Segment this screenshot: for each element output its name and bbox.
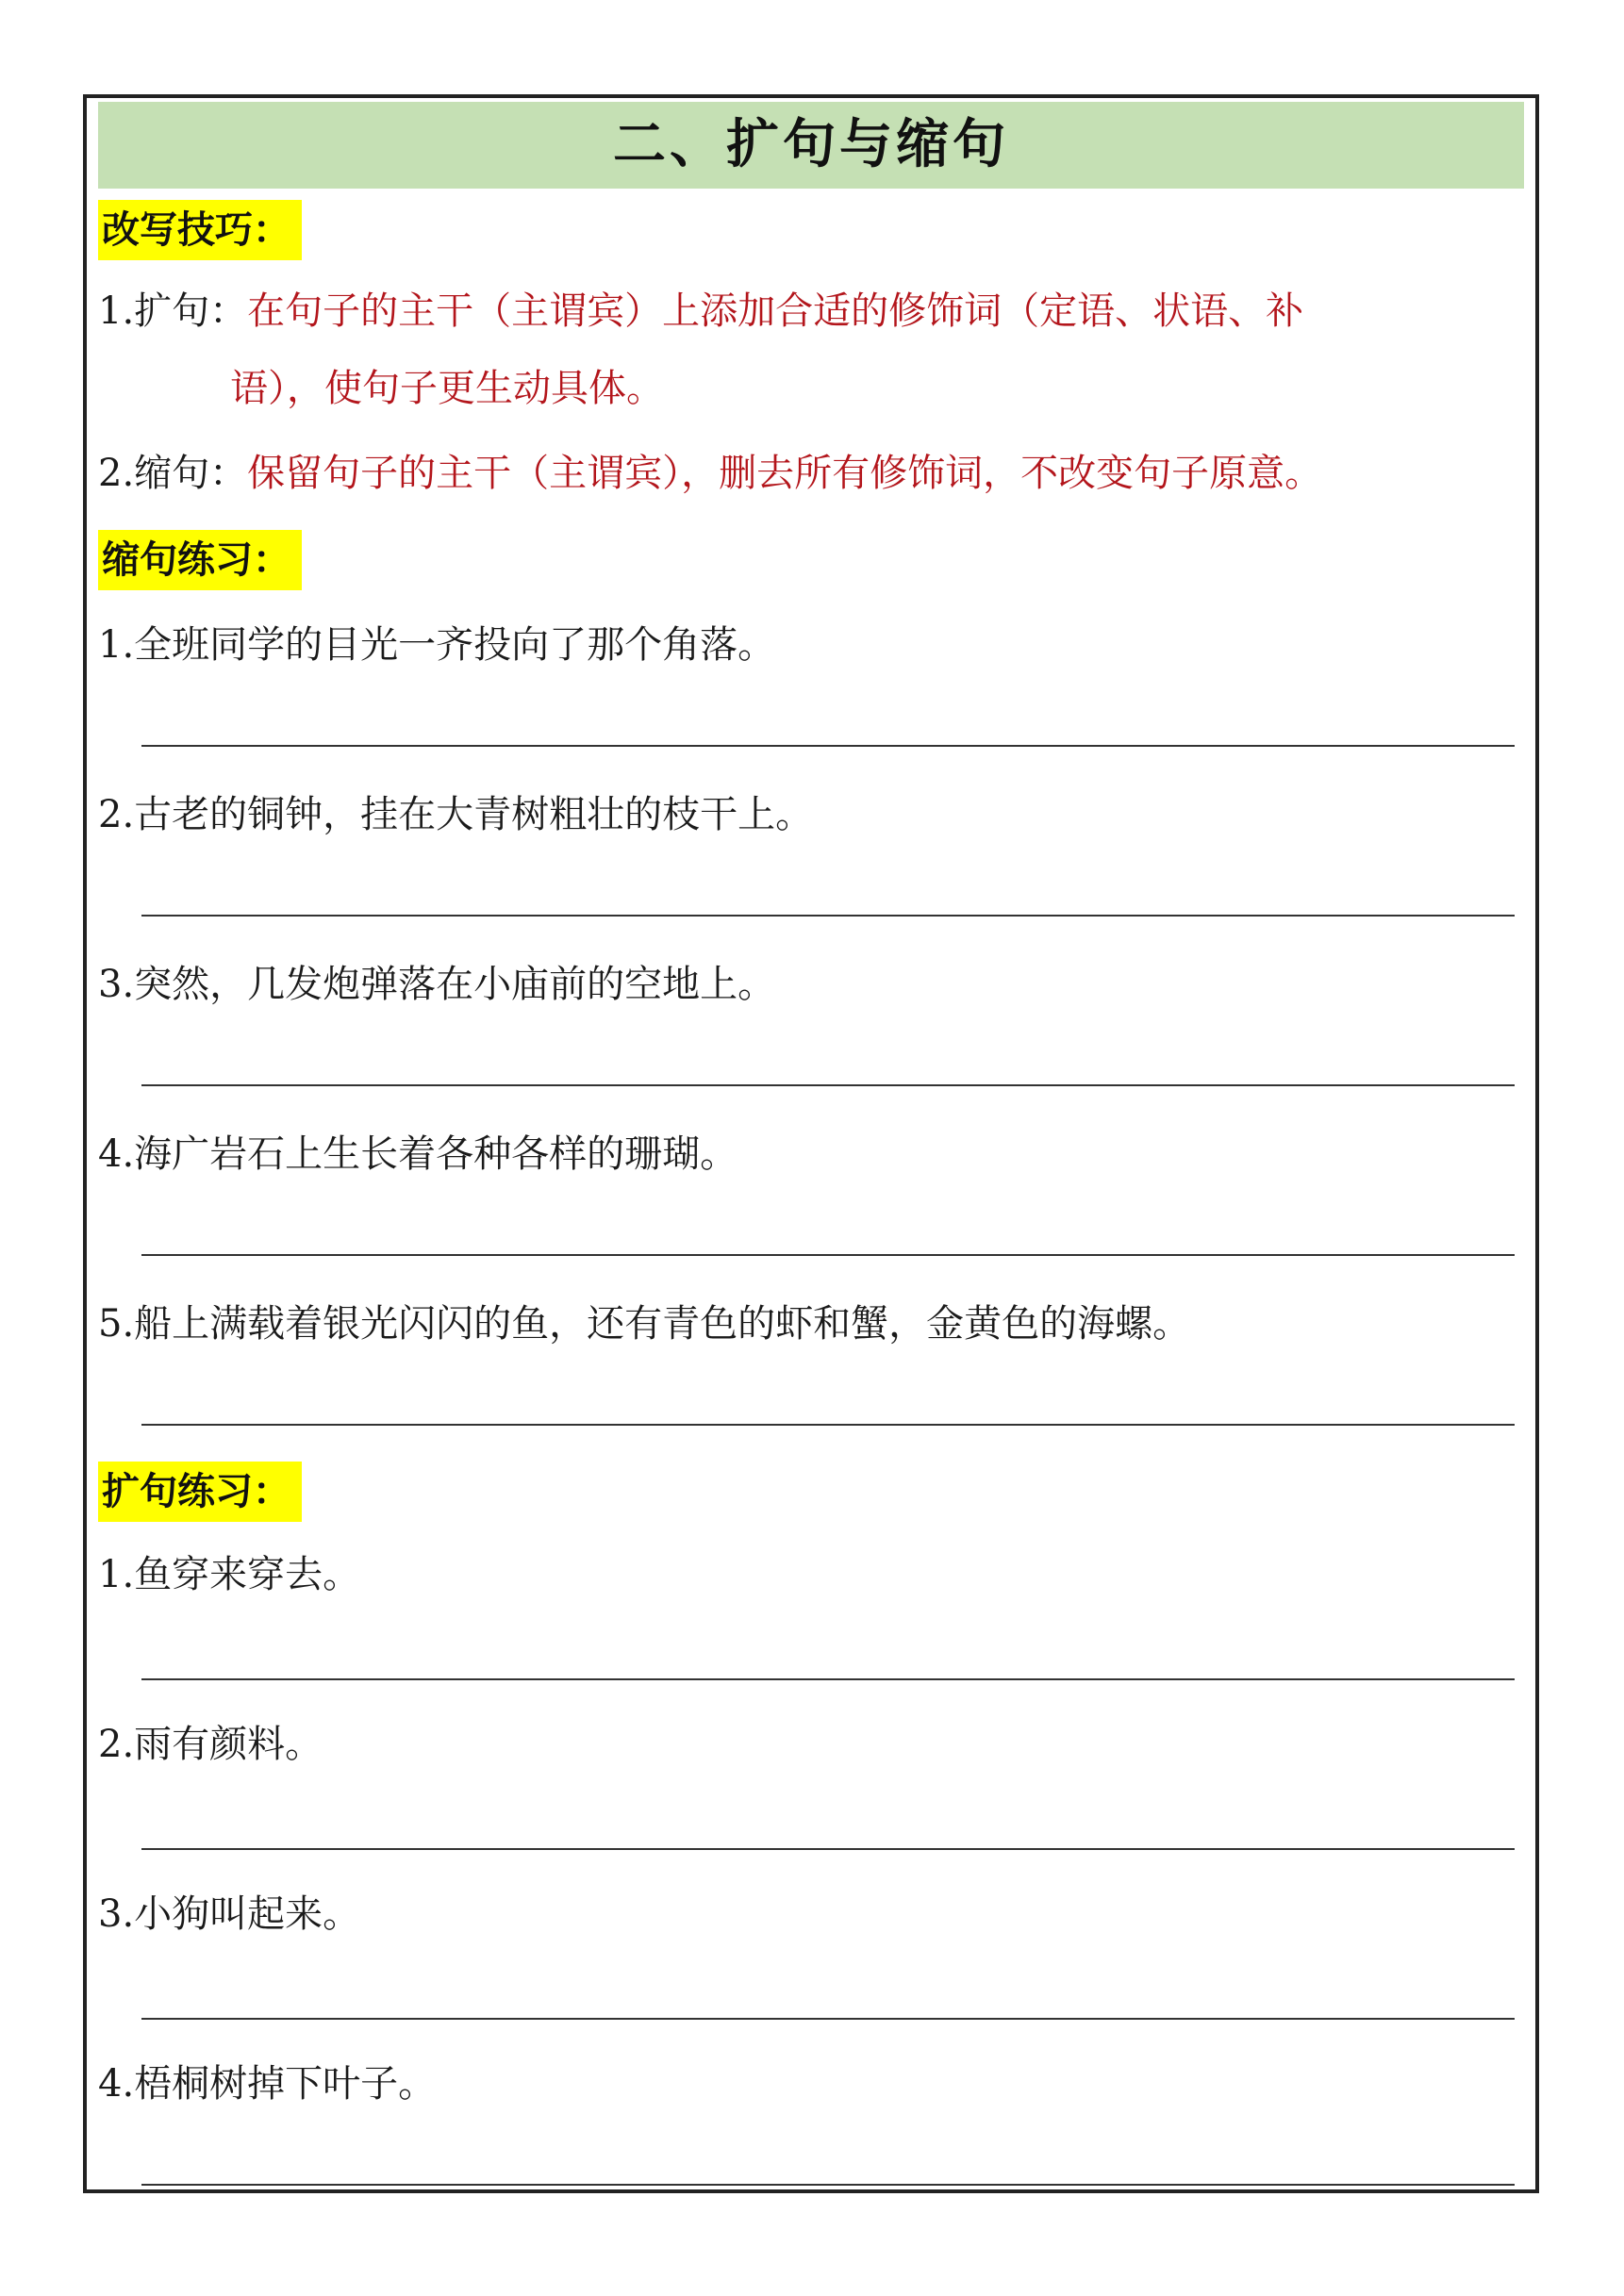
answer-line[interactable] — [141, 745, 1515, 747]
tip-shorten — [98, 445, 1322, 502]
shorten-question: 1.全班同学的目光一齐投向了那个角落。 — [98, 623, 776, 667]
tip-shorten-text: 保留句子的主干（主谓宾），删去所有修饰词，不改变句子原意。 — [247, 452, 1323, 495]
tip-expand-text: 在句子的主干（主谓宾）上添加合适的修饰词（定语、状语、补 — [247, 289, 1304, 333]
expand-question: 1.鱼穿来穿去。 — [98, 1553, 361, 1596]
shorten-question: 2.古老的铜钟，挂在大青树粗壮的枝干上。 — [98, 793, 814, 836]
shorten-question: 3.突然，几发炮弹落在小庙前的空地上。 — [98, 963, 776, 1006]
answer-line[interactable] — [141, 1848, 1515, 1850]
tip-expand — [98, 283, 1303, 339]
shorten-question: 5.船上满载着银光闪闪的鱼，还有青色的虾和蟹，金黄色的海螺。 — [98, 1302, 1191, 1346]
answer-line[interactable] — [141, 915, 1515, 917]
page-title: 二、扩句与缩句 — [98, 102, 1524, 189]
answer-line[interactable] — [141, 1084, 1515, 1086]
answer-line[interactable] — [141, 1424, 1515, 1426]
answer-line[interactable] — [141, 2018, 1515, 2020]
expand-question: 2.雨有颜料。 — [98, 1723, 323, 1766]
expand-question: 4.梧桐树掉下叶子。 — [98, 2062, 437, 2106]
expand-heading: 扩句练习： — [98, 1462, 302, 1522]
shorten-question: 4.海广岩石上生长着各种各样的珊瑚。 — [98, 1132, 738, 1176]
tips-heading: 改写技巧： — [98, 200, 302, 260]
expand-question: 3.小狗叫起来。 — [98, 1892, 361, 1936]
tip-expand-text-cont: 语），使句子更生动具体。 — [230, 367, 664, 410]
answer-line[interactable] — [141, 1678, 1515, 1680]
tip-shorten-prefix: 2.缩句： — [98, 452, 248, 495]
answer-line[interactable] — [141, 2184, 1515, 2186]
answer-line[interactable] — [141, 1254, 1515, 1256]
shorten-heading: 缩句练习： — [98, 530, 302, 590]
tip-expand-prefix: 1.扩句： — [98, 289, 248, 333]
